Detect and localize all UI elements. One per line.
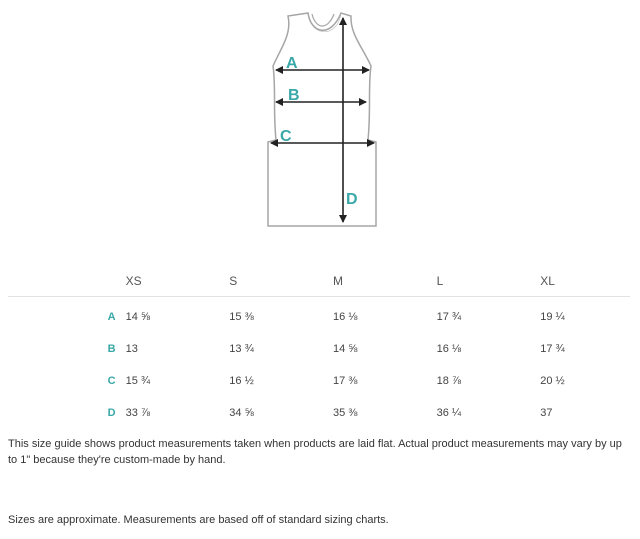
size-header-row: [8, 266, 630, 297]
table-cell: 16 ⅛: [332, 311, 358, 323]
table-cell: 15 ⅜: [229, 311, 254, 323]
table-cell: 33 ⅞: [125, 407, 151, 419]
table-cell: 16 ⅛: [436, 343, 462, 355]
measurement-disclaimer: This size guide shows product measurements taken when products are laid flat. Actual product measurements may vary by up to 1" because they're custom-made by hand.: [8, 438, 622, 466]
size-header-s: S: [229, 266, 333, 297]
table-cell: 34 ⅝: [229, 407, 254, 419]
row-label: C: [107, 375, 116, 387]
table-cell: 19 ¼: [540, 311, 565, 323]
size-header-m: M: [333, 266, 437, 297]
size-table: [8, 266, 630, 429]
dress-outline: [268, 13, 376, 226]
table-cell: 17 ⅜: [332, 375, 358, 387]
row-label: B: [107, 343, 116, 355]
table-cell: 17 ¾: [436, 311, 462, 323]
table-cell: 20 ½: [540, 375, 565, 387]
size-header-l: L: [437, 266, 541, 297]
measure-d-label: D: [346, 191, 358, 208]
table-cell: 18 ⅞: [436, 375, 462, 387]
table-row: [8, 297, 630, 334]
table-cell: 13 ¾: [229, 343, 254, 355]
size-table-container: [8, 266, 630, 429]
corner-cell: [8, 266, 126, 297]
row-label: D: [107, 407, 116, 419]
measure-b-label: B: [288, 87, 300, 104]
table-cell: 15 ¾: [125, 375, 151, 387]
table-cell: 35 ⅜: [332, 407, 358, 419]
table-row: [8, 333, 630, 365]
table-cell: 13: [125, 343, 138, 355]
table-cell: 14 ⅝: [125, 311, 151, 323]
table-row: [8, 397, 630, 429]
table-cell: 14 ⅝: [332, 343, 358, 355]
dress-measurement-diagram: [0, 0, 640, 240]
table-row: [8, 365, 630, 397]
size-header-xs: XS: [126, 266, 230, 297]
row-label: A: [107, 311, 116, 323]
dress-neckline: [312, 14, 334, 26]
measure-a-label: A: [286, 55, 298, 72]
sizing-note: Sizes are approximate. Measurements are based off of standard sizing charts.: [8, 514, 389, 526]
table-cell: 36 ¼: [436, 407, 462, 419]
table-cell: 16 ½: [229, 375, 254, 387]
size-header-xl: XL: [540, 266, 630, 297]
table-cell: 37: [540, 407, 553, 419]
measure-c-label: C: [280, 128, 292, 145]
table-cell: 17 ¾: [540, 343, 565, 355]
